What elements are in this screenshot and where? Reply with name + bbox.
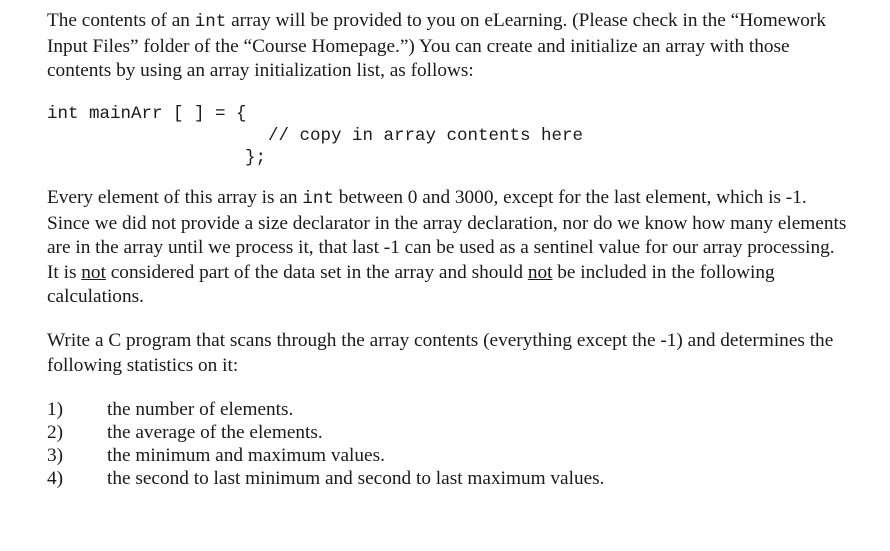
intro-text-2: array will be provided to you on eLearning. (Please check in the “Homework Input Files” folder of the “Course Homepage.”) You can create and initialize an array with those contents by using an array initialization list, as follows: bbox=[47, 10, 826, 81]
intro-text-1: The contents of an bbox=[47, 10, 195, 31]
desc-text-3: considered part of the data set in the array and should bbox=[105, 261, 528, 283]
list-item bbox=[47, 444, 847, 467]
list-item bbox=[47, 421, 847, 444]
list-text: the number of elements. bbox=[107, 399, 294, 420]
code-line-1: int mainArr [ ] = { bbox=[47, 104, 247, 124]
description-paragraph bbox=[47, 186, 847, 310]
list-number: 1) bbox=[47, 399, 64, 420]
list-item bbox=[47, 467, 847, 490]
list-number: 3) bbox=[47, 445, 64, 466]
desc-code-int: int bbox=[302, 189, 334, 209]
intro-code-int: int bbox=[194, 12, 227, 32]
list-number: 4) bbox=[47, 468, 64, 489]
desc-text-4: be included in the following calculations. bbox=[47, 261, 775, 307]
list-item bbox=[47, 398, 847, 421]
list-text: the second to last minimum and second to last maximum values. bbox=[107, 468, 605, 489]
instruction-paragraph: Write a C program that scans through the array contents (everything except the -1) and determines the following statistics on it: bbox=[47, 330, 834, 376]
desc-underline-not-1: not bbox=[81, 261, 106, 283]
intro-paragraph bbox=[47, 9, 847, 84]
code-line-3: }; bbox=[245, 148, 267, 168]
list-text: the minimum and maximum values. bbox=[107, 445, 385, 466]
code-line-2: // copy in array contents here bbox=[268, 126, 584, 146]
desc-underline-not-2: not bbox=[527, 261, 553, 283]
desc-text-1: Every element of this array is an bbox=[47, 187, 303, 208]
list-text: the average of the elements. bbox=[107, 422, 323, 443]
statistics-list bbox=[47, 398, 847, 490]
list-number: 2) bbox=[47, 422, 64, 443]
desc-text-2: between 0 and 3000, except for the last element, which is -1. Since we did not provide a size declarator in the array declaration, nor do we know how many elements are in the array until we process it, that last -1 can be used as a sentinel value for our array processing. It is bbox=[47, 187, 847, 283]
